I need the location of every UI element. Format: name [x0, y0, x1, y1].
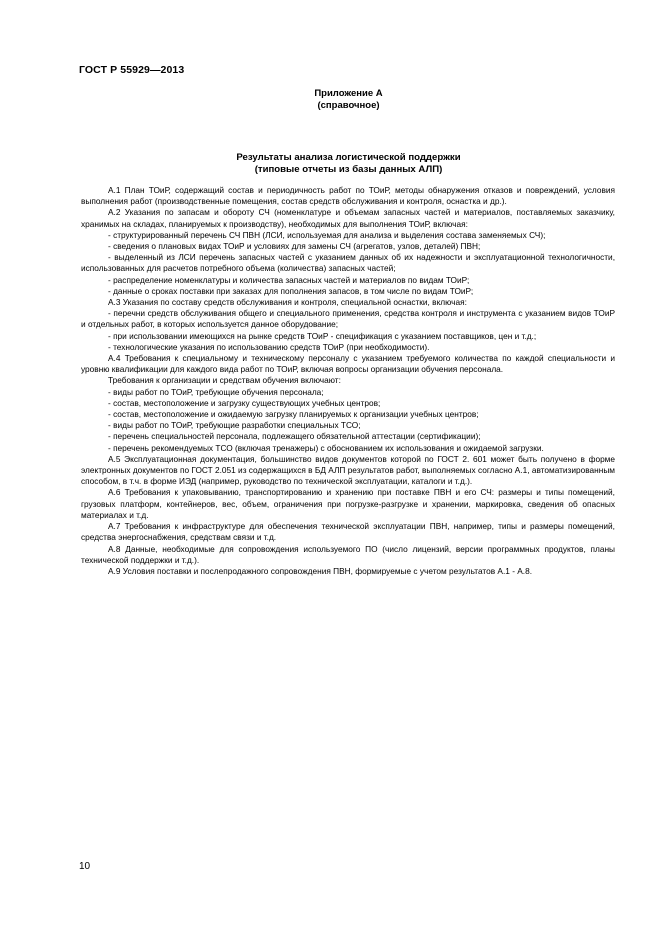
appendix-subtitle: (справочное) [317, 100, 380, 111]
list-item: - виды работ по ТОиР, требующие обучения персонала; [108, 386, 324, 397]
paragraph: А.6 Требования к упаковыванию, транспортированию и хранению при поставке ПВН и его СЧ: размеры и типы помещений, грузовых платформ, контейнеров, вес, объем, ограничения при погрузке-разгрузке и хранении, маркировка, сведения об опасных материалах и т.д. [81, 487, 615, 520]
section-title-line-1: Результаты анализа логистической поддержки [236, 152, 461, 163]
paragraph: Требования к организации и средствам обучения включают: [108, 375, 341, 386]
list-item: - перечень рекомендуемых ТСО (включая тренажеры) с обоснованием их использования и ожидаемой загрузки. [108, 442, 544, 453]
paragraph: А.7 Требования к инфраструктуре для обеспечения технической эксплуатации ПВН, например, типы и размеры помещений, средства энергоснабжения, средствам связи и т.д. [81, 521, 615, 543]
section-title-line-2: (типовые отчеты из базы данных АЛП) [254, 164, 443, 175]
section-title [0, 152, 661, 176]
standard-number: ГОСТ Р 55929—2013 [79, 64, 185, 76]
paragraph: А.8 Данные, необходимые для сопровождения используемого ПО (число лицензий, версии программных продуктов, планы технической поддержки и т.д.). [81, 543, 615, 565]
page-number: 10 [79, 861, 91, 872]
paragraph: А.9 Условия поставки и послепродажного сопровождения ПВН, формируемые с учетом результатов А.1 - А.8. [108, 565, 533, 576]
list-item: - состав, местоположение и ожидаемую загрузку планируемых к организации учебных центров; [108, 409, 479, 420]
body-text [81, 185, 615, 577]
list-item: - технологические указания по использованию средств ТОиР (при необходимости). [108, 341, 430, 352]
appendix-heading [0, 88, 661, 112]
list-item: - структурированный перечень СЧ ПВН (ЛСИ, используемая для анализа и выделения состава заменяемых СЧ); [108, 229, 546, 240]
paragraph: А.2 Указания по запасам и обороту СЧ (номенклатуре и объемам запасных частей и материалов, поставляемых заказчику, хранимых на складах, планируемых к производству), необходимых для выполнения ТОиР, включая: [81, 207, 615, 229]
list-item: - виды работ по ТОиР, требующие разработки специальных ТСО; [108, 420, 361, 431]
paragraph: А.5 Эксплуатационная документация, большинство видов документов которой по ГОСТ 2. 601 может быть получено в форме электронных документов по ГОСТ 2.051 из содержащихся в БД АЛП результатов работ, выполняемых согласно А.1, автоматизированным способом, в т.ч. в форме ИЭД (например, руководство по технической эксплуатации, каталоги и т.д.). [81, 453, 615, 487]
list-item: - перечень специальностей персонала, подлежащего обязательной аттестации (сертификации); [108, 431, 481, 442]
list-item: - распределение номенклатуры и количества запасных частей и материалов по видам ТОиР; [108, 274, 470, 285]
list-item: - сведения о плановых видах ТОиР и условиях для замены СЧ (агрегатов, узлов, деталей) ПВН; [108, 241, 481, 252]
appendix-title: Приложение А [314, 88, 383, 99]
list-item: - выделенный из ЛСИ перечень запасных частей с указанием данных об их надежности и эксплуатационной технологичности, использованных для расчетов потребного объема (количества) запасных частей; [81, 252, 615, 274]
list-item: - данные о сроках поставки при заказах для пополнения запасов, в том числе по видам ТОиР; [108, 285, 474, 296]
list-item: - состав, местоположение и загрузку существующих учебных центров; [108, 397, 381, 408]
list-item: - при использовании имеющихся на рынке средств ТОиР - спецификация с указанием поставщиков, цен и т.д.; [108, 330, 537, 341]
list-item: - перечни средств обслуживания общего и специального применения, средства контроля и инструмента с указанием видов ТОиР и отдельных работ, в которых используется данное оборудование; [81, 308, 615, 330]
paragraph: А.1 План ТОиР, содержащий состав и периодичность работ по ТОиР, методы обнаружения отказов и повреждений, условия выполнения работ (производственные помещения, состав средств обслуживания и контроля, оснастка и др.). [81, 185, 615, 207]
paragraph: А.3 Указания по составу средств обслуживания и контроля, специальной оснастки, включая: [108, 297, 467, 308]
paragraph: А.4 Требования к специальному и техническому персоналу с указанием требуемого количества по каждой специальности и уровню квалификации для каждого вида работ по ТОиР, включая вопросы организации обучения персонала. [81, 353, 615, 375]
